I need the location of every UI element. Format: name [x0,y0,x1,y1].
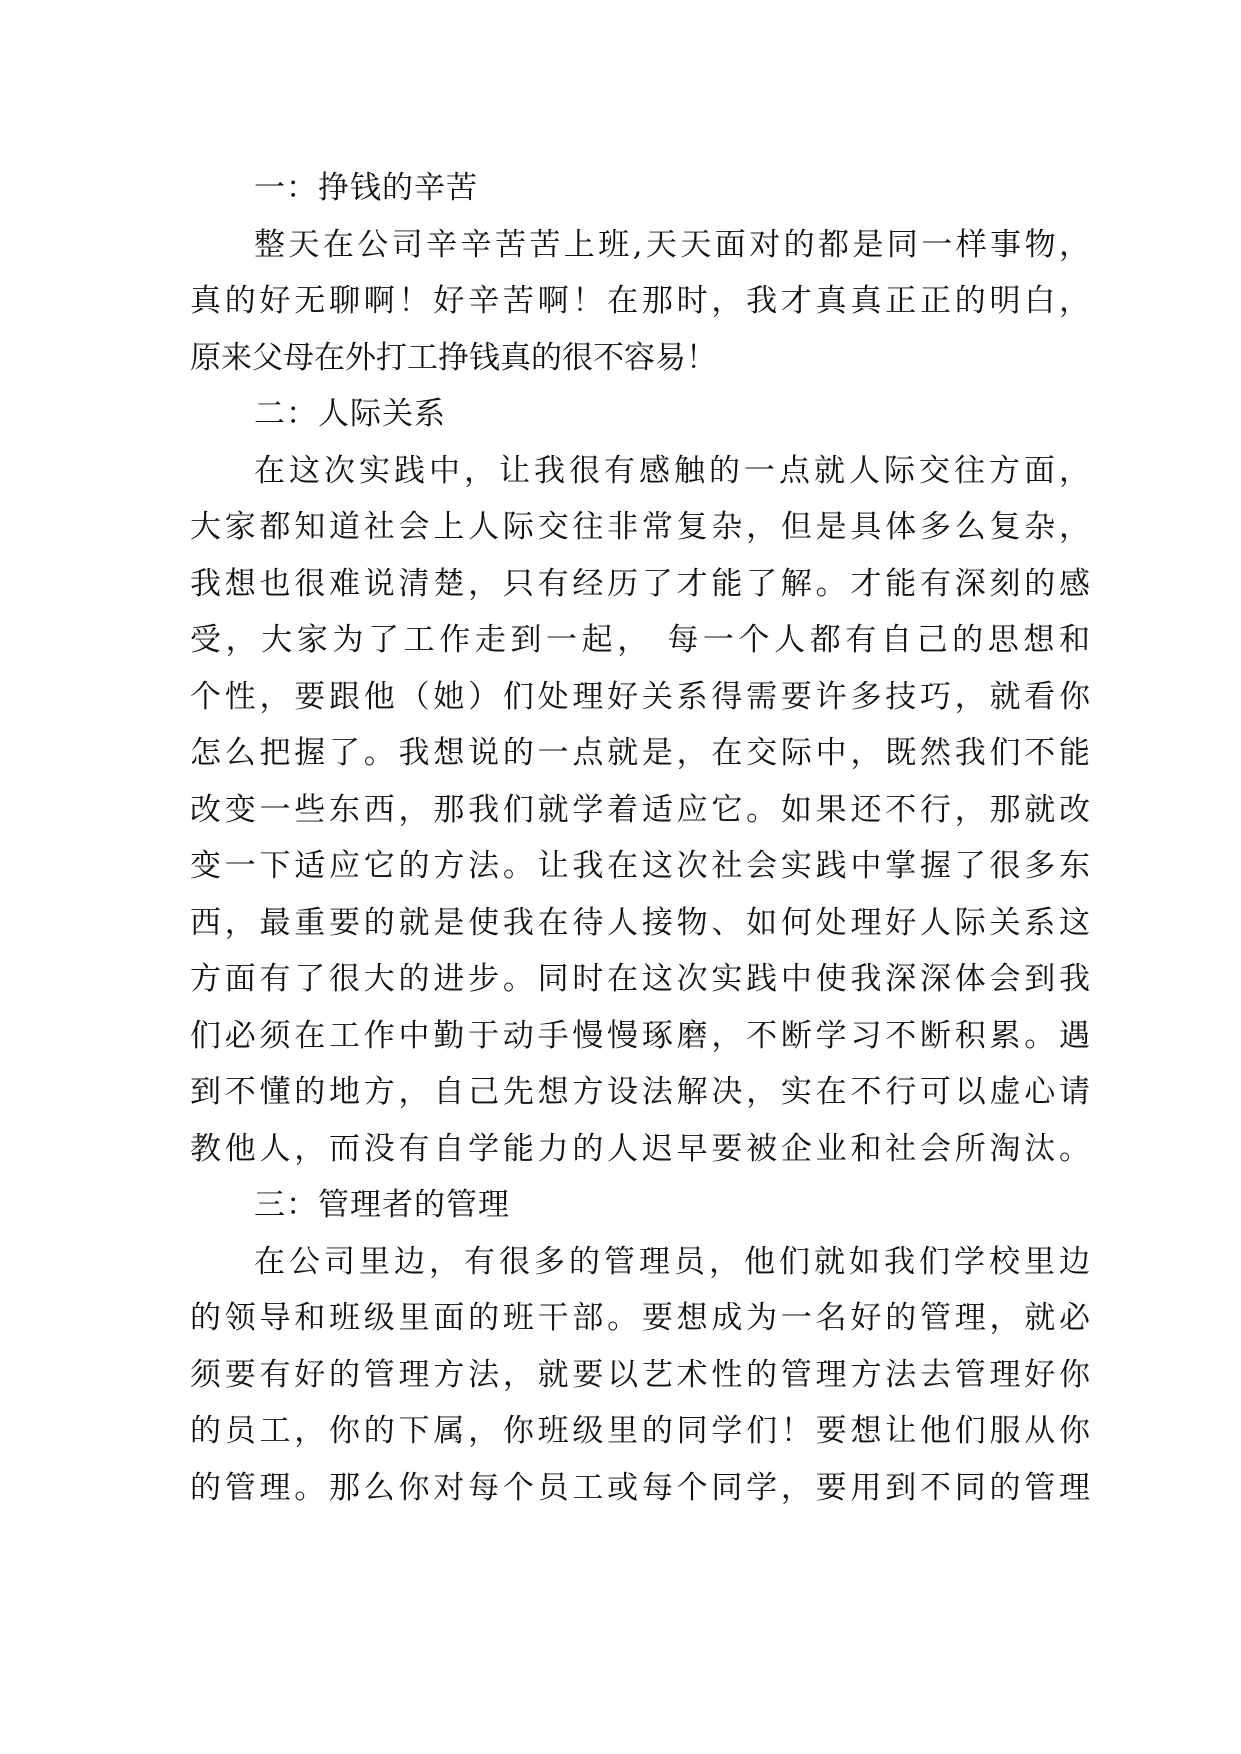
paragraph-line: 方面有了很大的进步。同时在这次实践中使我深深体会到我 [190,961,1090,997]
paragraph-line: 个性，要跟他（她）们处理好关系得需要许多技巧，就看你 [190,678,1090,715]
section-heading-2: 二：人际关系 [254,396,446,432]
paragraph-line: 变一下适应它的方法。让我在这次社会实践中掌握了很多东 [190,848,1090,884]
paragraph-line: 的员工，你的下属，你班级里的同学们！要想让他们服从你 [190,1413,1090,1449]
paragraph-line: 我想也很难说清楚，只有经历了才能了解。才能有深刻的感 [190,565,1090,602]
paragraph-line: 原来父母在外打工挣钱真的很不容易！ [190,339,717,376]
paragraph-line: 们必须在工作中勤于动手慢慢琢磨，不断学习不断积累。遇 [190,1017,1090,1054]
paragraph-line: 教他人，而没有自学能力的人迟早要被企业和社会所淘汰。 [190,1130,1090,1167]
document-body [190,160,1090,1516]
paragraph-line: 西，最重要的就是使我在待人接物、如何处理好人际关系这 [190,904,1090,941]
paragraph-line: 在公司里边，有很多的管理员，他们就如我们学校里边 [254,1243,1090,1280]
paragraph-line: 须要有好的管理方法，就要以艺术性的管理方法去管理好你 [190,1356,1090,1393]
paragraph-line: 怎么把握了。我想说的一点就是，在交际中，既然我们不能 [190,735,1090,771]
paragraph-line: 改变一些东西，那我们就学着适应它。如果还不行，那就改 [190,791,1090,828]
section-heading-1: 一：挣钱的辛苦 [254,170,478,206]
paragraph-line: 在这次实践中，让我很有感触的一点就人际交往方面， [254,452,1090,489]
paragraph-line: 到不懂的地方，自己先想方设法解决，实在不行可以虚心请 [190,1074,1090,1110]
paragraph-line: 的领导和班级里面的班干部。要想成为一名好的管理，就必 [190,1300,1090,1336]
section-heading-3: 三：管理者的管理 [254,1187,510,1223]
paragraph-line: 整天在公司辛辛苦苦上班,天天面对的都是同一样事物， [254,226,1090,263]
paragraph-line: 真的好无聊啊！好辛苦啊！在那时，我才真真正正的明白， [190,283,1090,319]
paragraph-line: 受，大家为了工作走到一起， 每一个人都有自己的思想和 [190,622,1090,658]
paragraph-line: 大家都知道社会上人际交往非常复杂，但是具体多么复杂， [190,509,1090,545]
paragraph-line: 的管理。那么你对每个员工或每个同学，要用到不同的管理 [190,1469,1090,1506]
